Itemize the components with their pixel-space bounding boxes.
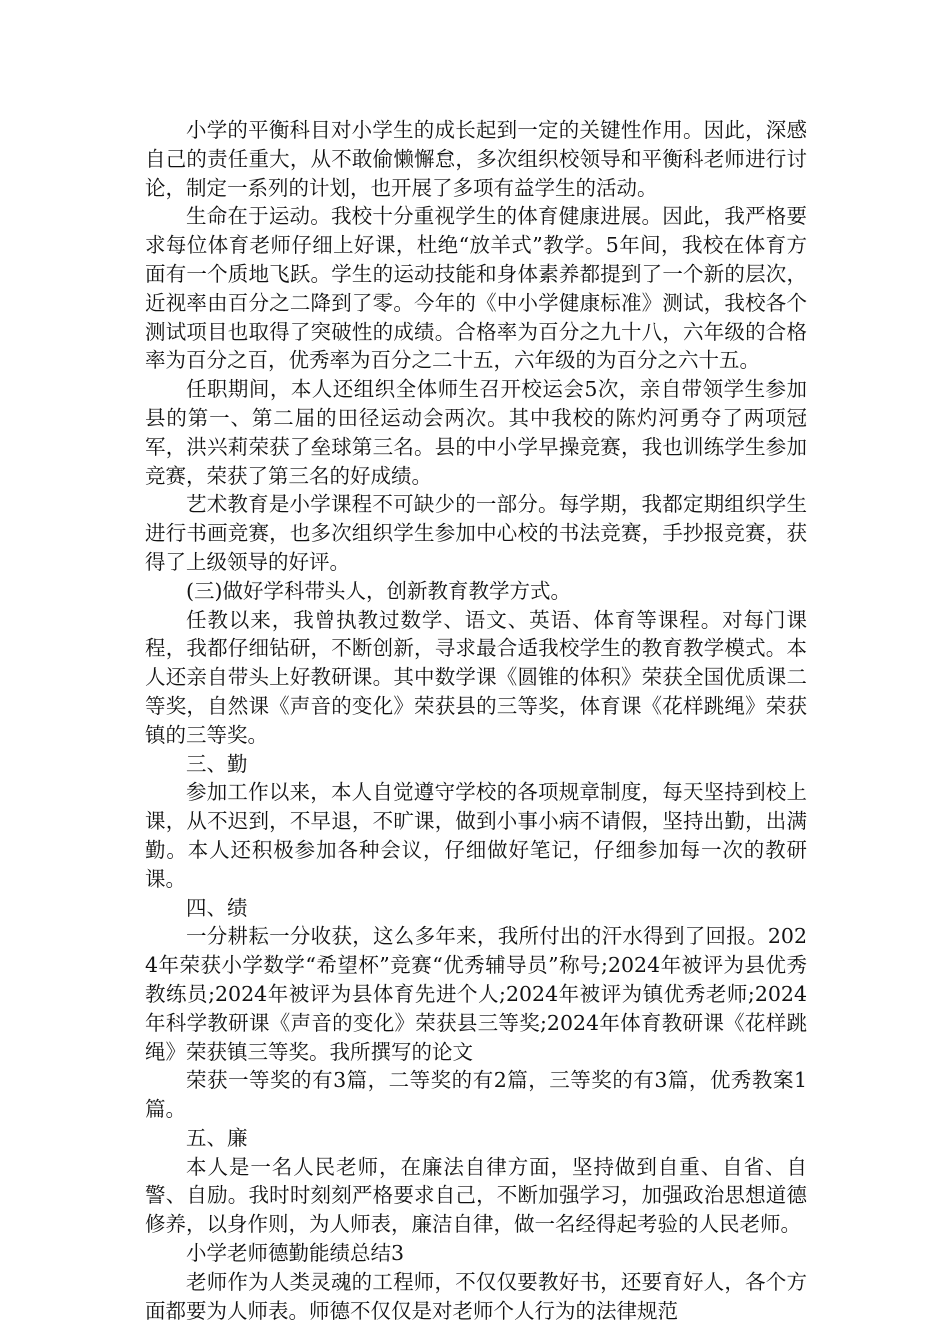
document-body [145,116,807,1325]
paragraph-balance-subjects: 小学的平衡科目对小学生的成长起到一定的关键性作用。因此，深感自己的责任重大，从不敢偷懒懈怠，多次组织校领导和平衡科老师进行讨论，制定一系列的计划，也开展了多项有益学生的活动。 [145,118,807,200]
subheading-subject-leader: (三)做好学科带头人，创新教育教学方式。 [186,578,571,603]
section-heading-diligence: 三、勤 [186,751,248,776]
paragraph-integrity: 本人是一名人民老师，在廉法自律方面，坚持做到自重、自省、自警、自励。我时时刻刻严格要求自己，不断加强学习，加强政治思想道德修养，以身作则，为人师表，廉洁自律，做一名经得起考验的人民老师。 [145,1154,807,1237]
paragraph-diligence: 参加工作以来，本人自觉遵守学校的各项规章制度，每天坚持到校上课，从不迟到，不早退，不旷课，做到小事小病不请假，坚持出勤，出满勤。本人还积极参加各种会议，仔细做好笔记，仔细参加每一次的教研课。 [145,780,807,891]
paragraph-teacher-role: 老师作为人类灵魂的工程师，不仅仅要教好书，还要育好人，各个方面都要为人师表。师德不仅仅是对老师个人行为的法律规范 [145,1269,807,1323]
paragraph-achievements: 一分耕耘一分收获，这么多年来，我所付出的汗水得到了回报。2024年荣获小学数学“希望杯”竞赛“优秀辅导员”称号;2024年被评为县优秀教练员;2024年被评为县体育先进个人;2024年被评为镇优秀老师;2024年科学教研课《声音的变化》荣获县三等奖;2024年体育教研课《花样跳绳》荣获镇三等奖。我所撰写的论文 [145,924,807,1064]
paragraph-art-education: 艺术教育是小学课程不可缺少的一部分。每学期，我都定期组织学生进行书画竞赛，也多次组织学生参加中心校的书法竞赛，手抄报竞赛，获得了上级领导的好评。 [145,492,807,574]
document-title-summary-3: 小学老师德勤能绩总结3 [186,1241,405,1266]
section-heading-integrity: 五、廉 [186,1125,248,1150]
paragraph-sports: 生命在于运动。我校十分重视学生的体育健康进展。因此，我严格要求每位体育老师仔细上好课，杜绝“放羊式”教学。5年间，我校在体育方面有一个质地飞跃。学生的运动技能和身体素养都提到了一个新的层次，近视率由百分之二降到了零。今年的《中小学健康标准》测试，我校各个测试项目也取得了突破性的成绩。合格率为百分之九十八，六年级的合格率为百分之百，优秀率为百分之二十五，六年级的为百分之六十五。 [145,204,807,373]
section-heading-achievements: 四、绩 [186,895,248,920]
paragraph-sports-meets: 任职期间，本人还组织全体师生召开校运会5次，亲自带领学生参加县的第一、第二届的田径运动会两次。其中我校的陈灼河勇夺了两项冠军，洪兴莉荣获了垒球第三名。县的中小学早操竞赛，我也训练学生参加竞赛，荣获了第三名的好成绩。 [145,377,807,488]
paragraph-papers: 荣获一等奖的有3篇，二等奖的有2篇，三等奖的有3篇，优秀教案1篇。 [145,1068,807,1122]
paragraph-teaching: 任教以来，我曾执教过数学、语文、英语、体育等课程。对每门课程，我都仔细钻研，不断创新，寻求最合适我校学生的教育教学模式。本人还亲自带头上好教研课。其中数学课《圆锥的体积》荣获全国优质课二等奖，自然课《声音的变化》荣获县的三等奖，体育课《花样跳绳》荣获镇的三等奖。 [145,607,807,747]
